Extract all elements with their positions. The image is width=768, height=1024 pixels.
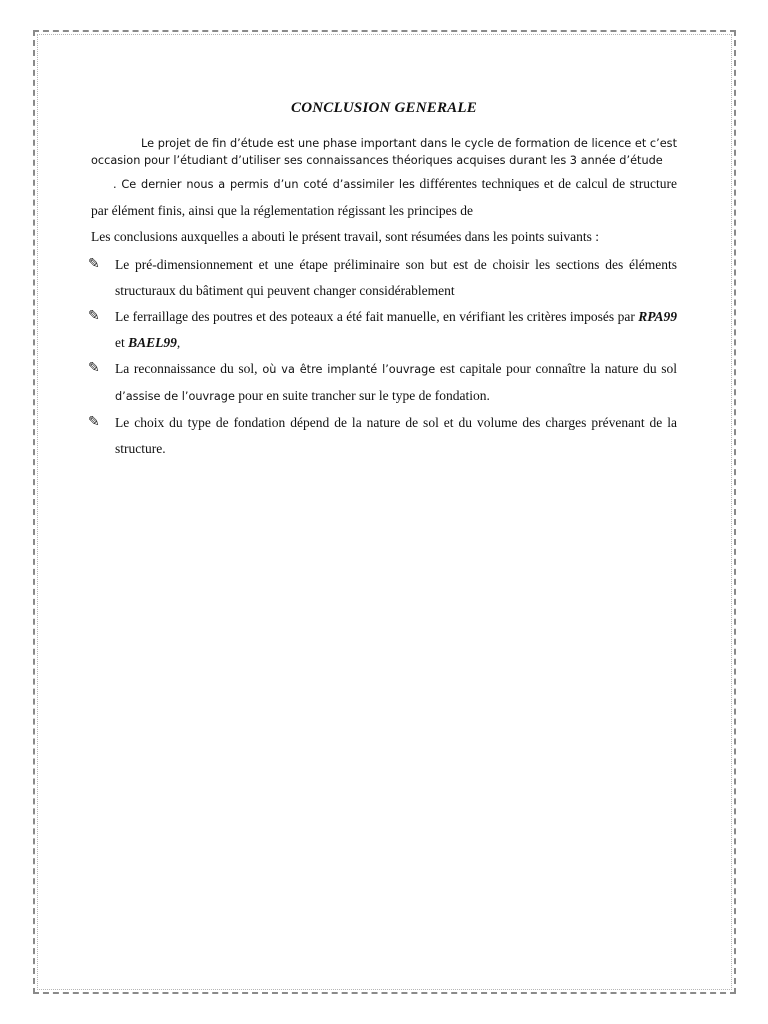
conclusion-list: [88, 252, 677, 462]
list-item-connector: et: [115, 335, 129, 350]
intro-paragraph-2: [91, 171, 677, 224]
list-item-text-part: d’assise de l’ouvrage: [115, 390, 235, 403]
list-item: [88, 252, 677, 304]
list-item-text-part: est capitale pour connaître la nature du sol: [435, 361, 677, 376]
intro-paragraph-2-lead: . Ce dernier nous a permis d’un coté d’assimiler les: [113, 178, 415, 191]
intro-paragraph: Le projet de fin d’étude est une phase important dans le cycle de formation de licence et c’est occasion pour l’étudiant d’utiliser ses connaissances théoriques acquises durant les 3 année d’étude: [91, 137, 677, 167]
list-item-end: ,: [176, 335, 181, 350]
pencil-bullet-icon: ✎: [88, 415, 100, 430]
list-item-text: Le pré-dimensionnement et une étape préliminaire son but est de choisir les sections des éléments structuraux du bâtiment qui peuvent changer considérablement: [115, 257, 677, 298]
rpa99-reference: RPA99: [638, 309, 677, 324]
list-item: [88, 410, 677, 462]
summary-sentence: Les conclusions auxquelles a abouti le présent travail, sont résumées dans les points suivants :: [91, 229, 600, 244]
intro-paragraph-2-rest: différentes techniques et de calcul de structure par élément finis, ainsi que la réglementation régissant les principes de: [91, 176, 677, 218]
pencil-bullet-icon: ✎: [88, 309, 100, 324]
list-item-text-part: où va être implanté l’ouvrage: [257, 363, 436, 376]
document-title: CONCLUSION GENERALE: [291, 100, 477, 116]
list-item-text: Le choix du type de fondation dépend de la nature de sol et du volume des charges prévenant de la structure.: [115, 415, 677, 456]
list-item-text-part: La reconnaissance du sol,: [115, 361, 258, 376]
bael99-reference: BAEL99: [128, 335, 177, 350]
list-item: [88, 304, 677, 356]
list-item: [88, 356, 677, 410]
pencil-bullet-icon: ✎: [88, 257, 100, 272]
document-content: [88, 100, 677, 462]
list-item-text-part: pour en suite trancher sur le type de fondation.: [234, 388, 490, 403]
list-item-text: Le ferraillage des poutres et des poteaux a été fait manuelle, en vérifiant les critères imposés par: [115, 309, 639, 324]
pencil-bullet-icon: ✎: [88, 361, 100, 376]
